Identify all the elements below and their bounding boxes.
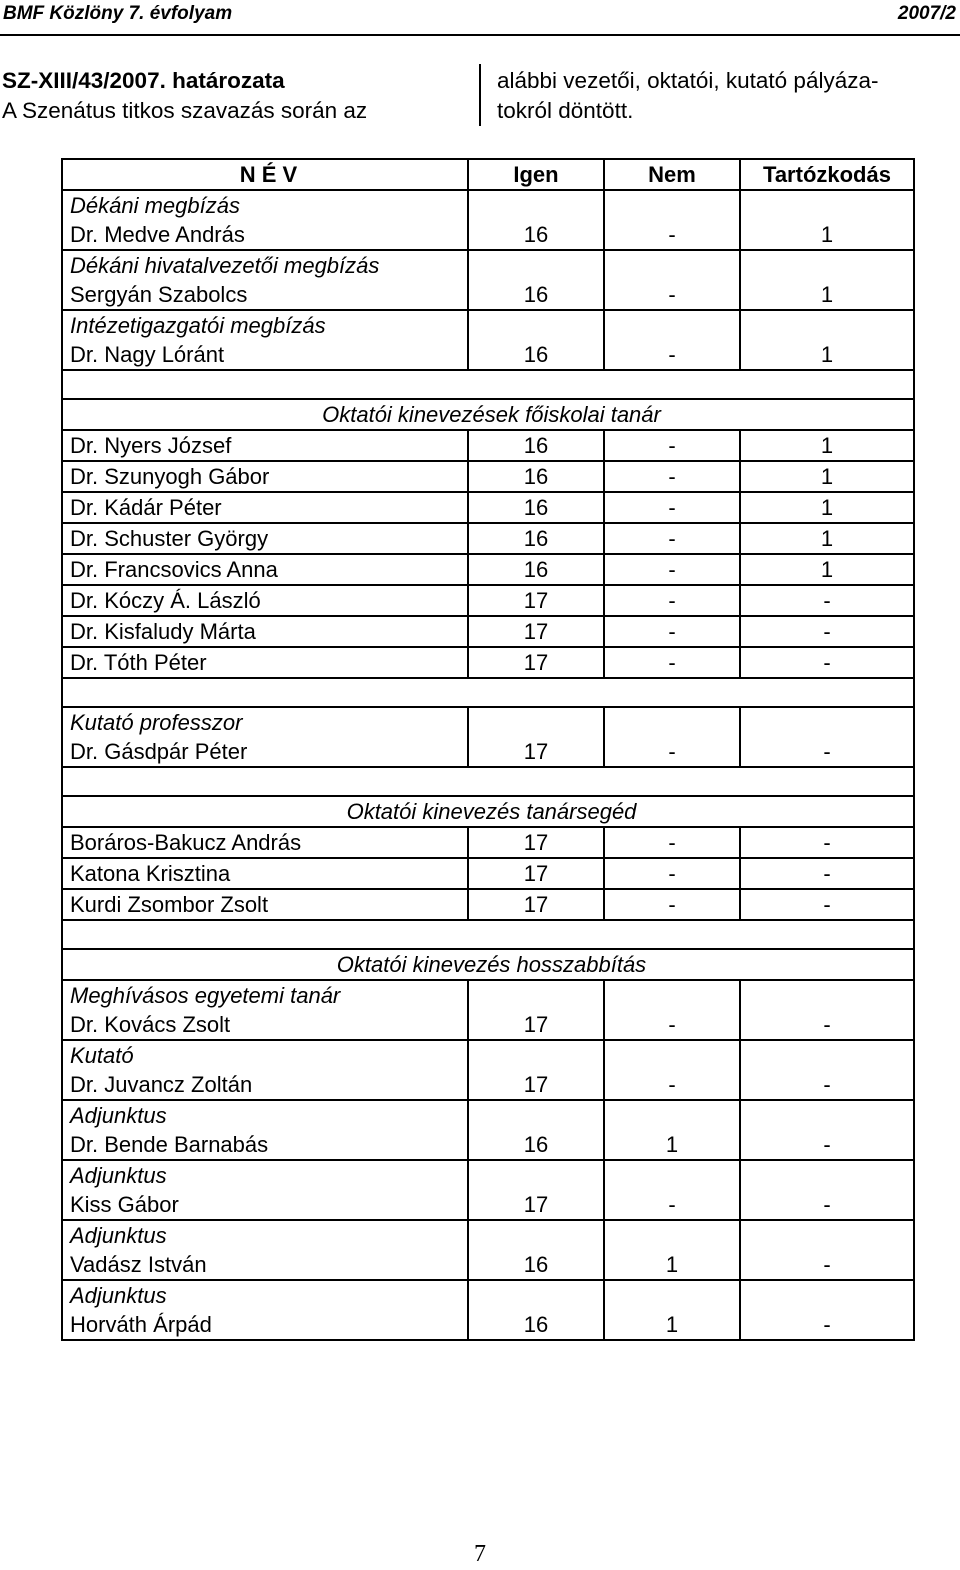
vote-results-table — [61, 158, 915, 1341]
spacer-row — [62, 920, 914, 949]
candidate-name: Dr. Kádár Péter — [62, 492, 468, 523]
empty-cell — [468, 1040, 604, 1070]
candidate-name: Dr. Szunyogh Gábor — [62, 461, 468, 492]
votes-nem: - — [604, 554, 740, 585]
table-row — [62, 280, 914, 310]
table-row — [62, 889, 914, 920]
votes-igen: 17 — [468, 737, 604, 767]
votes-tartozkodas: - — [740, 827, 914, 858]
votes-tartozkodas: 1 — [740, 492, 914, 523]
position-label-row — [62, 310, 914, 340]
candidate-name: Dr. Juvancz Zoltán — [62, 1070, 468, 1100]
votes-tartozkodas: 1 — [740, 523, 914, 554]
votes-tartozkodas: - — [740, 1190, 914, 1220]
page-number: 7 — [474, 1541, 486, 1567]
empty-cell — [468, 310, 604, 340]
empty-cell — [740, 980, 914, 1010]
section-title: Oktatói kinevezés hosszabbítás — [62, 949, 914, 980]
position-label-row — [62, 1040, 914, 1070]
votes-tartozkodas: 1 — [740, 430, 914, 461]
votes-igen: 16 — [468, 1250, 604, 1280]
empty-cell — [604, 310, 740, 340]
empty-cell — [604, 980, 740, 1010]
votes-nem: - — [604, 585, 740, 616]
candidate-name: Dr. Tóth Péter — [62, 647, 468, 678]
votes-igen: 16 — [468, 492, 604, 523]
empty-cell — [468, 250, 604, 280]
votes-nem: - — [604, 492, 740, 523]
candidate-name: Dr. Kisfaludy Márta — [62, 616, 468, 647]
votes-nem: - — [604, 1010, 740, 1040]
empty-cell — [740, 310, 914, 340]
votes-igen: 16 — [468, 523, 604, 554]
col-header-igen: Igen — [468, 159, 604, 190]
votes-nem: 1 — [604, 1310, 740, 1340]
votes-igen: 17 — [468, 827, 604, 858]
votes-tartozkodas: - — [740, 1070, 914, 1100]
votes-igen: 16 — [468, 430, 604, 461]
empty-cell — [468, 1220, 604, 1250]
empty-cell — [62, 370, 914, 399]
votes-tartozkodas: 1 — [740, 280, 914, 310]
section-title-row — [62, 796, 914, 827]
section-title: Oktatói kinevezés tanársegéd — [62, 796, 914, 827]
leader-mandates — [62, 190, 914, 370]
votes-tartozkodas: - — [740, 889, 914, 920]
intro-left-column — [2, 66, 468, 126]
votes-tartozkodas: - — [740, 616, 914, 647]
table-row — [62, 1250, 914, 1280]
position-label-row — [62, 1280, 914, 1310]
position-label: Meghívásos egyetemi tanár — [62, 980, 468, 1010]
candidate-name: Dr. Medve András — [62, 220, 468, 250]
candidate-name: Dr. Kovács Zsolt — [62, 1010, 468, 1040]
empty-cell — [62, 767, 914, 796]
candidate-name: Dr. Nyers József — [62, 430, 468, 461]
votes-tartozkodas: 1 — [740, 554, 914, 585]
position-label-row — [62, 1220, 914, 1250]
votes-nem: - — [604, 737, 740, 767]
resolution-title: SZ-XIII/43/2007. határozata — [2, 68, 285, 93]
votes-igen: 17 — [468, 889, 604, 920]
votes-tartozkodas: - — [740, 585, 914, 616]
table-row — [62, 492, 914, 523]
col-header-tartozkodas: Tartózkodás — [740, 159, 914, 190]
votes-igen: 16 — [468, 280, 604, 310]
intro-right-column — [497, 66, 878, 126]
votes-tartozkodas: - — [740, 647, 914, 678]
candidate-name: Horváth Árpád — [62, 1310, 468, 1340]
position-label: Dékáni hivatalvezetői megbízás — [62, 250, 468, 280]
empty-cell — [740, 707, 914, 737]
table-row — [62, 340, 914, 370]
journal-title: BMF Közlöny 7. évfolyam — [3, 3, 233, 24]
table-row — [62, 554, 914, 585]
votes-nem: - — [604, 523, 740, 554]
votes-igen: 17 — [468, 616, 604, 647]
votes-igen: 17 — [468, 1190, 604, 1220]
candidate-name: Dr. Gásdpár Péter — [62, 737, 468, 767]
empty-cell — [740, 1220, 914, 1250]
running-header — [0, 0, 960, 36]
votes-nem: - — [604, 461, 740, 492]
votes-tartozkodas: 1 — [740, 220, 914, 250]
table-row — [62, 858, 914, 889]
empty-cell — [604, 1280, 740, 1310]
votes-tartozkodas: - — [740, 1010, 914, 1040]
candidate-name: Dr. Nagy Lóránt — [62, 340, 468, 370]
position-label-row — [62, 980, 914, 1010]
empty-cell — [740, 1100, 914, 1130]
column-divider — [479, 64, 481, 126]
empty-cell — [740, 1280, 914, 1310]
position-label: Kutató — [62, 1040, 468, 1070]
candidate-name: Dr. Bende Barnabás — [62, 1130, 468, 1160]
votes-nem: - — [604, 280, 740, 310]
position-label: Adjunktus — [62, 1160, 468, 1190]
section-title-row — [62, 949, 914, 980]
position-label: Intézetigazgatói megbízás — [62, 310, 468, 340]
votes-igen: 17 — [468, 647, 604, 678]
candidate-name: Kiss Gábor — [62, 1190, 468, 1220]
intro-text-right-1: alábbi vezetői, oktatói, kutató pályáza- — [497, 68, 879, 93]
table-row — [62, 220, 914, 250]
candidate-name: Sergyán Szabolcs — [62, 280, 468, 310]
votes-igen: 16 — [468, 1130, 604, 1160]
votes-igen: 17 — [468, 585, 604, 616]
votes-igen: 17 — [468, 858, 604, 889]
position-label: Adjunktus — [62, 1100, 468, 1130]
col-header-nem: Nem — [604, 159, 740, 190]
table-row — [62, 1070, 914, 1100]
empty-cell — [740, 190, 914, 220]
table-row — [62, 737, 914, 767]
position-label-row — [62, 1100, 914, 1130]
votes-igen: 16 — [468, 461, 604, 492]
empty-cell — [468, 1160, 604, 1190]
empty-cell — [604, 250, 740, 280]
empty-cell — [604, 707, 740, 737]
table-row — [62, 1190, 914, 1220]
section-tanarseged — [62, 767, 914, 920]
table-row — [62, 647, 914, 678]
position-label: Kutató professzor — [62, 707, 468, 737]
votes-tartozkodas: - — [740, 1250, 914, 1280]
section-foiskolai-tanar — [62, 370, 914, 678]
empty-cell — [604, 1160, 740, 1190]
table-row — [62, 430, 914, 461]
spacer-row — [62, 767, 914, 796]
section-kutato-professzor — [62, 678, 914, 767]
table-row — [62, 1010, 914, 1040]
spacer-row — [62, 678, 914, 707]
table-row — [62, 1310, 914, 1340]
votes-igen: 16 — [468, 220, 604, 250]
position-label: Adjunktus — [62, 1280, 468, 1310]
empty-cell — [62, 920, 914, 949]
empty-cell — [468, 1280, 604, 1310]
votes-igen: 16 — [468, 340, 604, 370]
empty-cell — [468, 980, 604, 1010]
empty-cell — [740, 250, 914, 280]
section-title-row — [62, 399, 914, 430]
votes-tartozkodas: - — [740, 1130, 914, 1160]
votes-nem: - — [604, 858, 740, 889]
position-label-row — [62, 250, 914, 280]
candidate-name: Dr. Schuster György — [62, 523, 468, 554]
candidate-name: Katona Krisztina — [62, 858, 468, 889]
intro-text-left: A Szenátus titkos szavazás során az — [2, 98, 368, 123]
empty-cell — [740, 1040, 914, 1070]
candidate-name: Vadász István — [62, 1250, 468, 1280]
empty-cell — [604, 1220, 740, 1250]
empty-cell — [740, 1160, 914, 1190]
votes-nem: - — [604, 616, 740, 647]
table-row — [62, 827, 914, 858]
candidate-name: Dr. Kóczy Á. László — [62, 585, 468, 616]
spacer-row — [62, 370, 914, 399]
issue-number: 2007/2 — [897, 3, 956, 24]
votes-nem: - — [604, 827, 740, 858]
votes-nem: - — [604, 889, 740, 920]
votes-tartozkodas: 1 — [740, 340, 914, 370]
table-row — [62, 461, 914, 492]
table-header-row — [62, 159, 914, 190]
votes-tartozkodas: - — [740, 737, 914, 767]
votes-nem: - — [604, 647, 740, 678]
intro-text-right-2: tokról döntött. — [497, 98, 634, 123]
empty-cell — [468, 707, 604, 737]
votes-igen: 17 — [468, 1010, 604, 1040]
candidate-name: Dr. Francsovics Anna — [62, 554, 468, 585]
position-label-row — [62, 707, 914, 737]
empty-cell — [604, 190, 740, 220]
empty-cell — [468, 1100, 604, 1130]
votes-nem: - — [604, 430, 740, 461]
empty-cell — [468, 190, 604, 220]
position-label-row — [62, 190, 914, 220]
empty-cell — [62, 678, 914, 707]
votes-tartozkodas: 1 — [740, 461, 914, 492]
votes-nem: - — [604, 1070, 740, 1100]
table-row — [62, 523, 914, 554]
votes-tartozkodas: - — [740, 1310, 914, 1340]
section-hosszabbitas — [62, 920, 914, 1340]
section-title: Oktatói kinevezések főiskolai tanár — [62, 399, 914, 430]
votes-igen: 16 — [468, 554, 604, 585]
candidate-name: Boráros-Bakucz András — [62, 827, 468, 858]
table-row — [62, 616, 914, 647]
votes-nem: - — [604, 1190, 740, 1220]
candidate-name: Kurdi Zsombor Zsolt — [62, 889, 468, 920]
table-row — [62, 585, 914, 616]
table-row — [62, 1130, 914, 1160]
col-header-name: N É V — [62, 159, 468, 190]
votes-igen: 17 — [468, 1070, 604, 1100]
empty-cell — [604, 1100, 740, 1130]
votes-nem: - — [604, 340, 740, 370]
votes-tartozkodas: - — [740, 858, 914, 889]
empty-cell — [604, 1040, 740, 1070]
position-label-row — [62, 1160, 914, 1190]
votes-nem: 1 — [604, 1250, 740, 1280]
position-label: Dékáni megbízás — [62, 190, 468, 220]
votes-nem: 1 — [604, 1130, 740, 1160]
votes-nem: - — [604, 220, 740, 250]
position-label: Adjunktus — [62, 1220, 468, 1250]
votes-igen: 16 — [468, 1310, 604, 1340]
